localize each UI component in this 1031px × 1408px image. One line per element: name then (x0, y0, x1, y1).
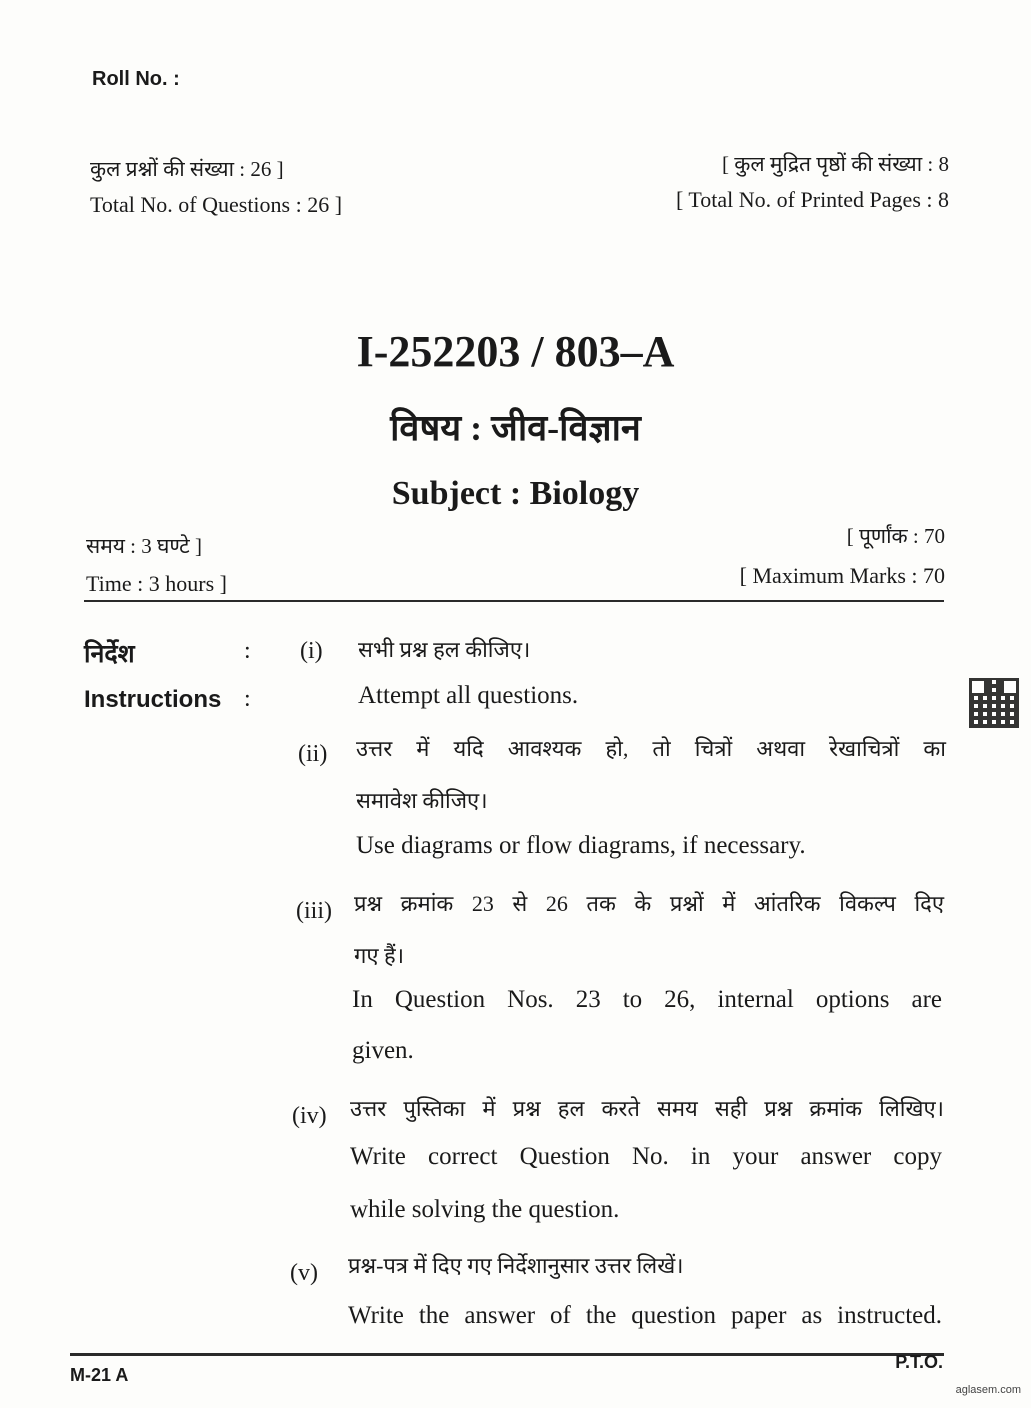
instruction-number: (iii) (296, 898, 332, 924)
marks-en: [ Maximum Marks : 70 (739, 563, 945, 588)
instruction-text-en: Write correct Question No. in your answer copy (350, 1143, 942, 1170)
instruction-text-hi: प्रश्न क्रमांक 23 से 26 तक के प्रश्नों में आंतरिक विकल्प दिए (354, 891, 944, 916)
printed-pages-hi: [ कुल मुद्रित पृष्ठों की संख्या : 8 (722, 152, 949, 176)
instruction-text-en: Write the answer of the question paper as instructed. (348, 1302, 942, 1329)
instruction-text-en: given. (352, 1037, 414, 1064)
instruction-text-hi: प्रश्न-पत्र में दिए गए निर्देशानुसार उत्तर लिखें। (348, 1253, 684, 1278)
footer-divider (70, 1353, 944, 1356)
instruction-text-en: In Question Nos. 23 to 26, internal options are (352, 986, 942, 1013)
header-divider (84, 600, 944, 602)
subject-hindi: विषय : जीव-विज्ञान (390, 408, 641, 448)
time-hi: समय : 3 घण्टे ] (86, 534, 203, 558)
instruction-number: (iv) (292, 1103, 327, 1129)
marks-hi: [ पूर्णांक : 70 (846, 524, 945, 548)
instructions-colon-hi: : (244, 638, 251, 664)
instruction-text-en: Use diagrams or flow diagrams, if necessary. (356, 832, 806, 859)
watermark: aglasem.com (955, 1384, 1021, 1396)
instruction-text-hi: उत्तर पुस्तिका में प्रश्न हल करते समय सही प्रश्न क्रमांक लिखिए। (350, 1096, 944, 1121)
instruction-text-hi: गए हैं। (354, 943, 405, 968)
subject-english: Subject : Biology (391, 475, 640, 512)
instruction-text-en: Attempt all questions. (358, 682, 579, 709)
pto-label: P.T.O. (895, 1352, 943, 1372)
instruction-text-hi: समावेश कीजिए। (356, 788, 488, 813)
instruction-text-en: while solving the question. (350, 1196, 620, 1223)
instruction-text-hi: सभी प्रश्न हल कीजिए। (358, 637, 531, 662)
total-questions-en: Total No. of Questions : 26 ] (90, 192, 343, 217)
footer-code: M-21 A (70, 1365, 129, 1385)
instruction-number: (i) (300, 638, 323, 664)
qr-code (969, 678, 1019, 728)
paper-code: I-252203 / 803–A (356, 327, 675, 376)
instruction-number: (ii) (298, 741, 328, 767)
instruction-number: (v) (290, 1260, 318, 1286)
roll-no-label: Roll No. : (92, 68, 180, 90)
instructions-colon-en: : (244, 686, 251, 712)
total-questions-hi: कुल प्रश्नों की संख्या : 26 ] (90, 157, 284, 181)
instructions-label-en: Instructions (84, 686, 222, 713)
printed-pages-en: [ Total No. of Printed Pages : 8 (675, 187, 949, 212)
time-en: Time : 3 hours ] (86, 571, 227, 596)
instructions-label-hi: निर्देश (84, 641, 135, 668)
instruction-text-hi: उत्तर में यदि आवश्यक हो, तो चित्रों अथवा रेखाचित्रों का (356, 736, 946, 761)
